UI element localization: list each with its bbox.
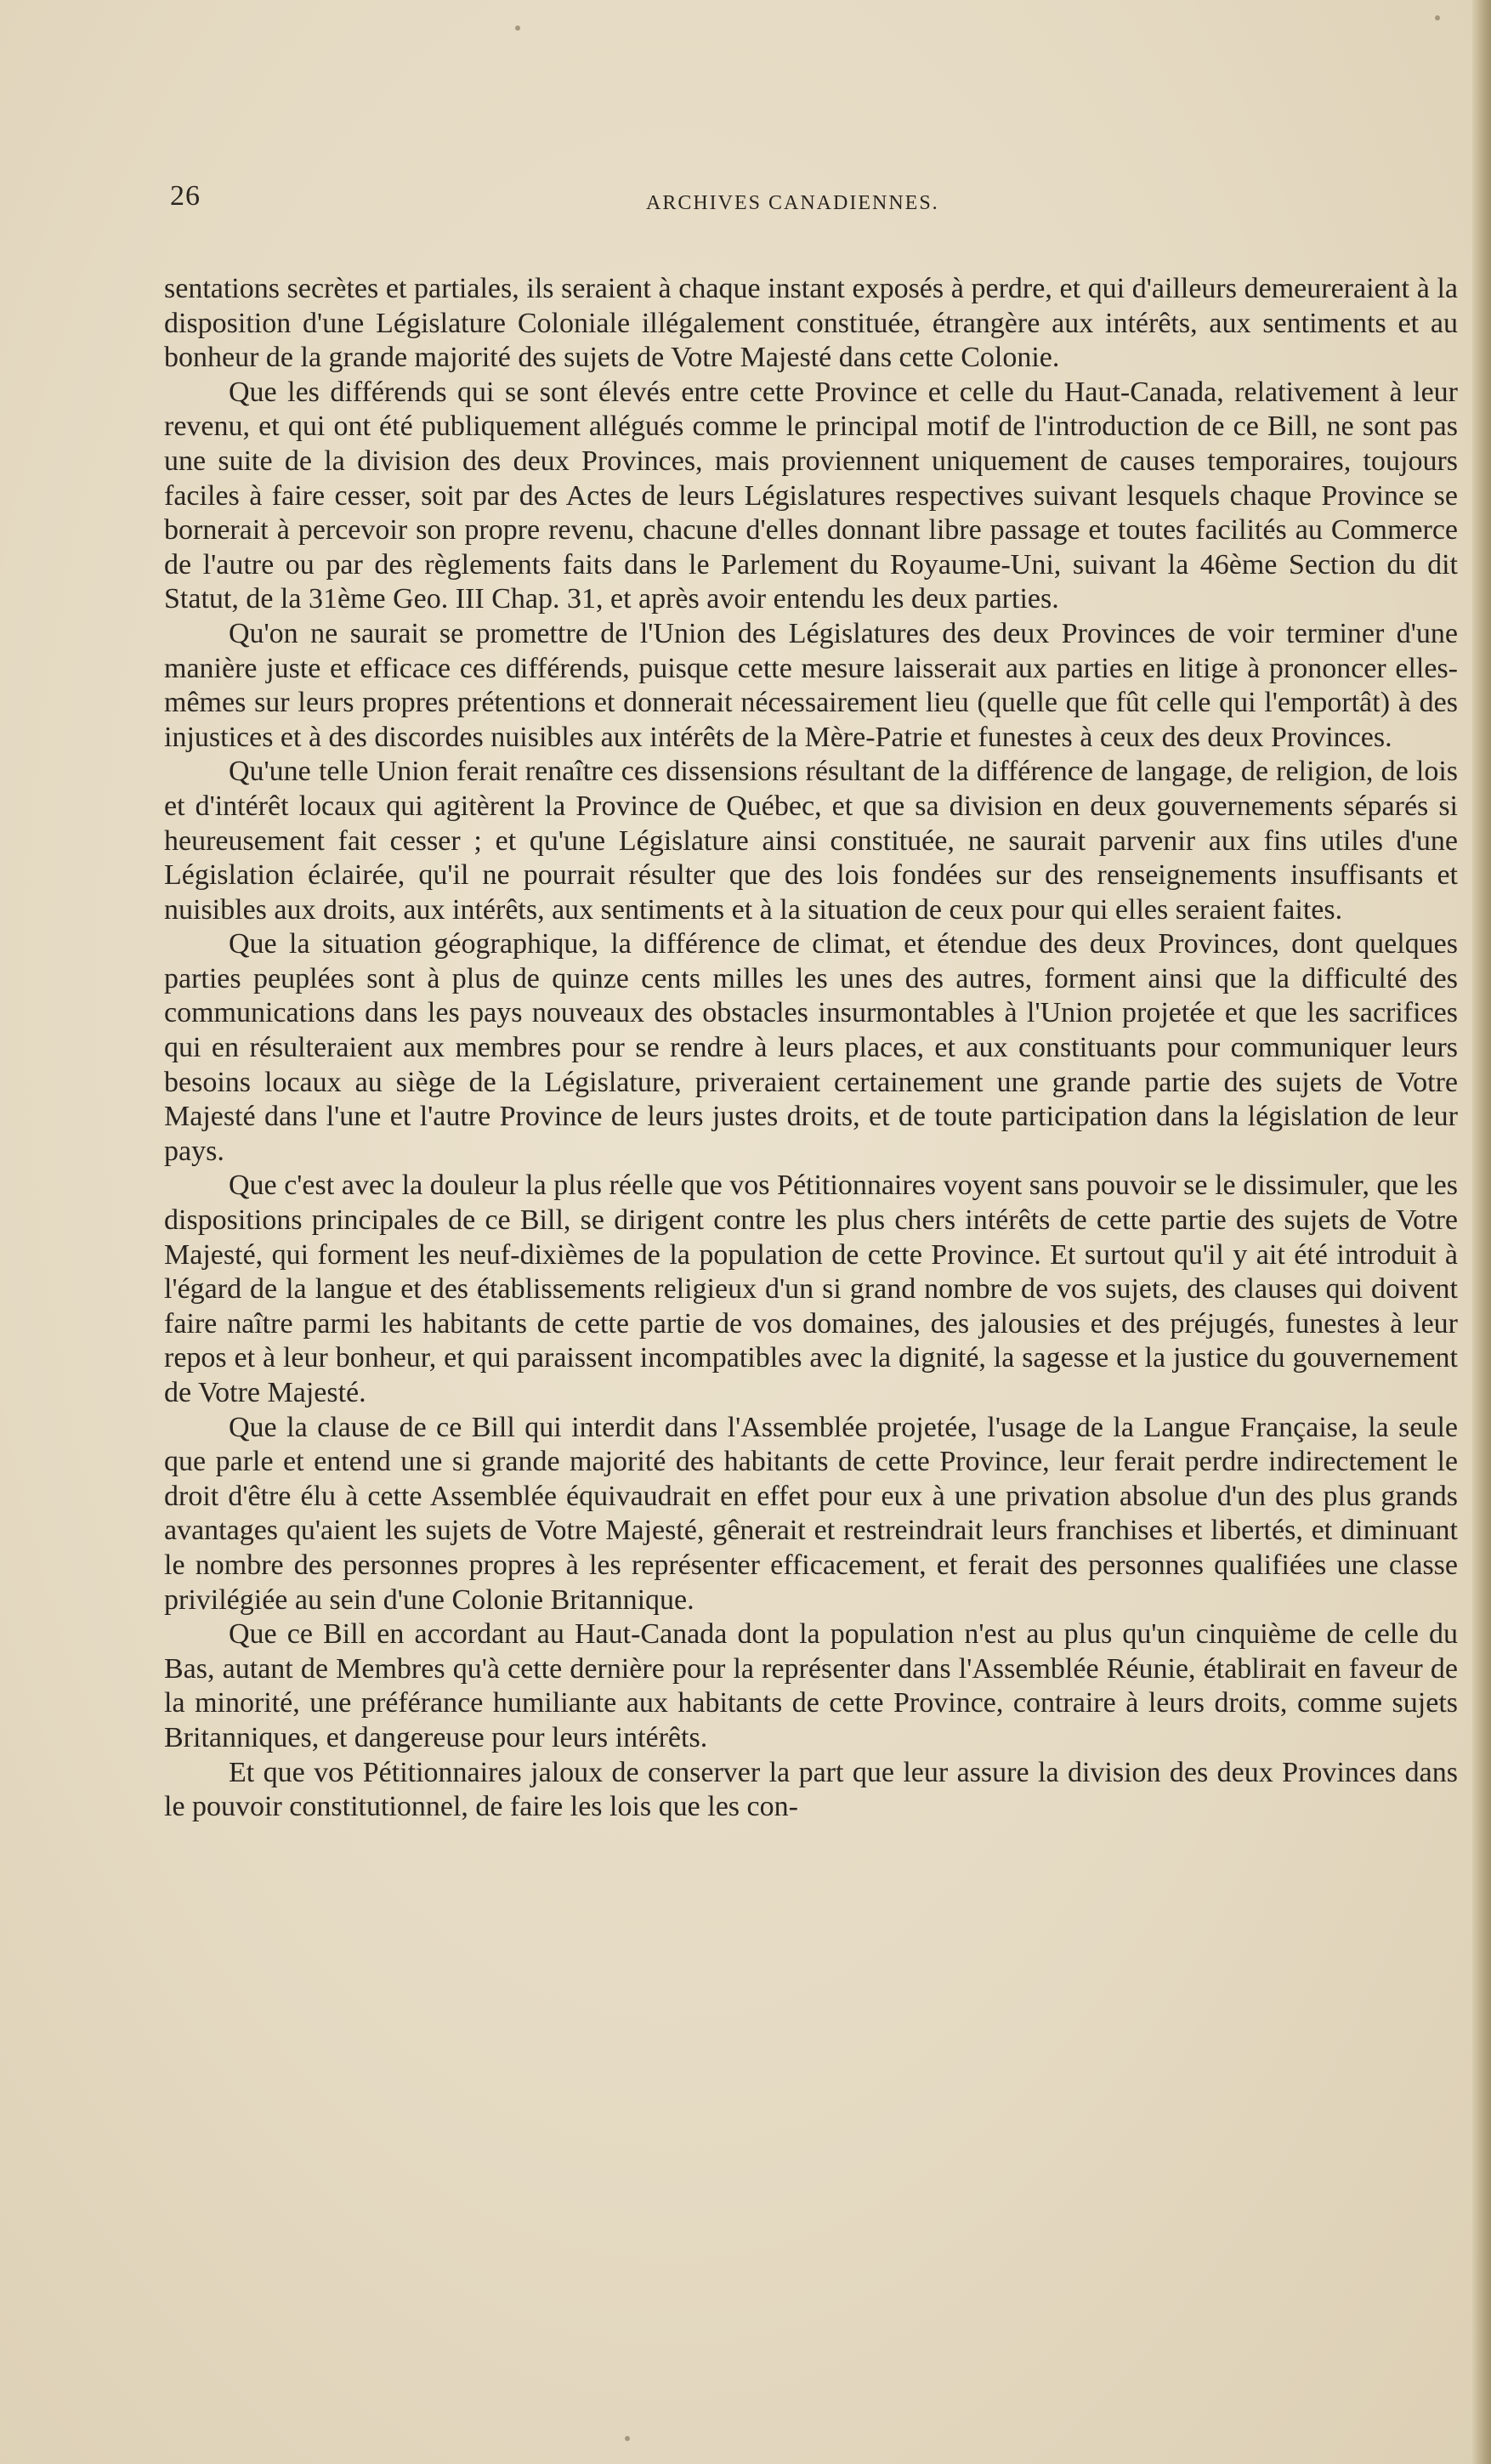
page-number: 26 (170, 180, 201, 212)
paragraph: Que c'est avec la douleur la plus réelle que vos Pétitionnaires voyent sans pouvoir se le dissimuler, que les dispositions principales de ce Bill, se dirigent contre les plus chers intérêts de cette partie des sujets de Votre Majesté, qui forment les neuf-dixièmes de la population de cette Province. Et surtout qu'il y ait été introduit à l'égard de la langue et des établissements religieux d'un si grand nombre de vos sujets, des clauses qui doivent faire naître parmi les habitants de cette partie de vos domaines, des jalousies et des préjugés, funestes à leur repos et à leur bonheur, et qui paraissent incompatibles avec la dignité, la sagesse et la justice du gouvernement de Votre Majesté. (164, 1170, 1458, 1408)
paragraph: Que ce Bill en accordant au Haut-Canada dont la population n'est au plus qu'un cinquième de celle du Bas, autant de Membres qu'à cette dernière pour la représenter dans l'Assemblée Réunie, établirait en faveur de la minorité, une préférance humiliante aux habitants de cette Province, contraire à leurs droits, comme sujets Britanniques, et dangereuse pour leurs intérêts. (164, 1618, 1458, 1753)
paper-fleck (1435, 15, 1440, 20)
body-text (164, 272, 1458, 2244)
paragraph: Que les différends qui se sont élevés entre cette Province et celle du Haut-Canada, relativement à leur revenu, et qui ont été publiquement allégués comme le principal motif de l'introduction de ce Bill, ne sont pas une suite de la division des deux Provinces, mais proviennent uniquement de causes temporaires, toujours faciles à faire cesser, soit par des Actes de leurs Législatures respectives suivant lesquels chaque Province se bornerait à percevoir son propre revenu, chacune d'elles donnant libre passage et toutes facilités au Commerce de l'autre ou par des règlements faits dans le Parlement du Royaume-Uni, suivant la 46ème Section du dit Statut, de la 31ème Geo. III Chap. 31, et après avoir entendu les deux parties. (164, 376, 1458, 615)
paragraph: Que la clause de ce Bill qui interdit dans l'Assemblée projetée, l'usage de la Langue Française, la seule que parle et entend une si grande majorité des habitants de cette Province, leur ferait perdre indirectement le droit d'être élu à cette Assemblée équivaudrait en effet pour eux à une privation absolue d'un des plus grands avantages qu'aient les sujets de Votre Majesté, gênerait et restreindrait leurs franchises et libertés, et diminuant le nombre des personnes propres à les représenter efficacement, et ferait des personnes qualifiées une classe privilégiée au sein d'une Colonie Britannique. (164, 1411, 1458, 1616)
paper-fleck (515, 25, 520, 31)
paragraph: sentations secrètes et partiales, ils seraient à chaque instant exposés à perdre, et qui d'ailleurs demeureraient à la disposition d'une Législature Coloniale illégalement constituée, étrangère aux intérêts, aux sentiments et au bonheur de la grande majorité des sujets de Votre Majesté dans cette Colonie. (164, 273, 1458, 374)
paper-fleck (625, 2436, 630, 2441)
paragraph: Et que vos Pétitionnaires jaloux de conserver la part que leur assure la division des deux Provinces dans le pouvoir constitutionnel, de faire les lois que les con- (164, 1756, 1458, 1823)
running-header (170, 180, 1445, 231)
paragraph: Que la situation géographique, la différence de climat, et étendue des deux Provinces, dont quelques parties peuplées sont à plus de quinze cents milles les unes des autres, forment ainsi que la difficulté des communications dans les pays nouveaux des obstacles insurmontables à l'Union projetée et que les sacrifices qui en résulteraient aux membres pour se rendre à leurs places, et aux constituants pour communiquer leurs besoins locaux au siège de la Législature, priveraient certainement une grande partie des sujets de Votre Majesté dans l'une et l'autre Province de leurs justes droits, et de toute participation dans la législation de leur pays. (164, 928, 1458, 1167)
paragraph: Qu'on ne saurait se promettre de l'Union des Législatures des deux Provinces de voir terminer d'une manière juste et efficace ces différends, puisque cette mesure laisserait aux parties en litige à prononcer elles-mêmes sur leurs propres prétentions et donnerait nécessairement lieu (quelle que fût celle qui l'emportât) à des injustices et à des discordes nuisibles aux intérêts de la Mère-Patrie et funestes à ceux des deux Provinces. (164, 617, 1458, 753)
page-edge (1472, 0, 1491, 2464)
paragraph: Qu'une telle Union ferait renaître ces dissensions résultant de la différence de langage, de religion, de lois et d'intérêt locaux qui agitèrent la Province de Québec, et que sa division en deux gouvernements séparés si heureusement fait cesser ; et qu'une Législature ainsi constituée, ne saurait parvenir aux fins utiles d'une Législation éclairée, qu'il ne pourrait résulter que des lois fondées sur des renseignements insuffisants et nuisibles aux droits, aux intérêts, aux sentiments et à la situation de ceux pour qui elles seraient faites. (164, 756, 1458, 926)
header-title: ARCHIVES CANADIENNES. (646, 192, 939, 214)
